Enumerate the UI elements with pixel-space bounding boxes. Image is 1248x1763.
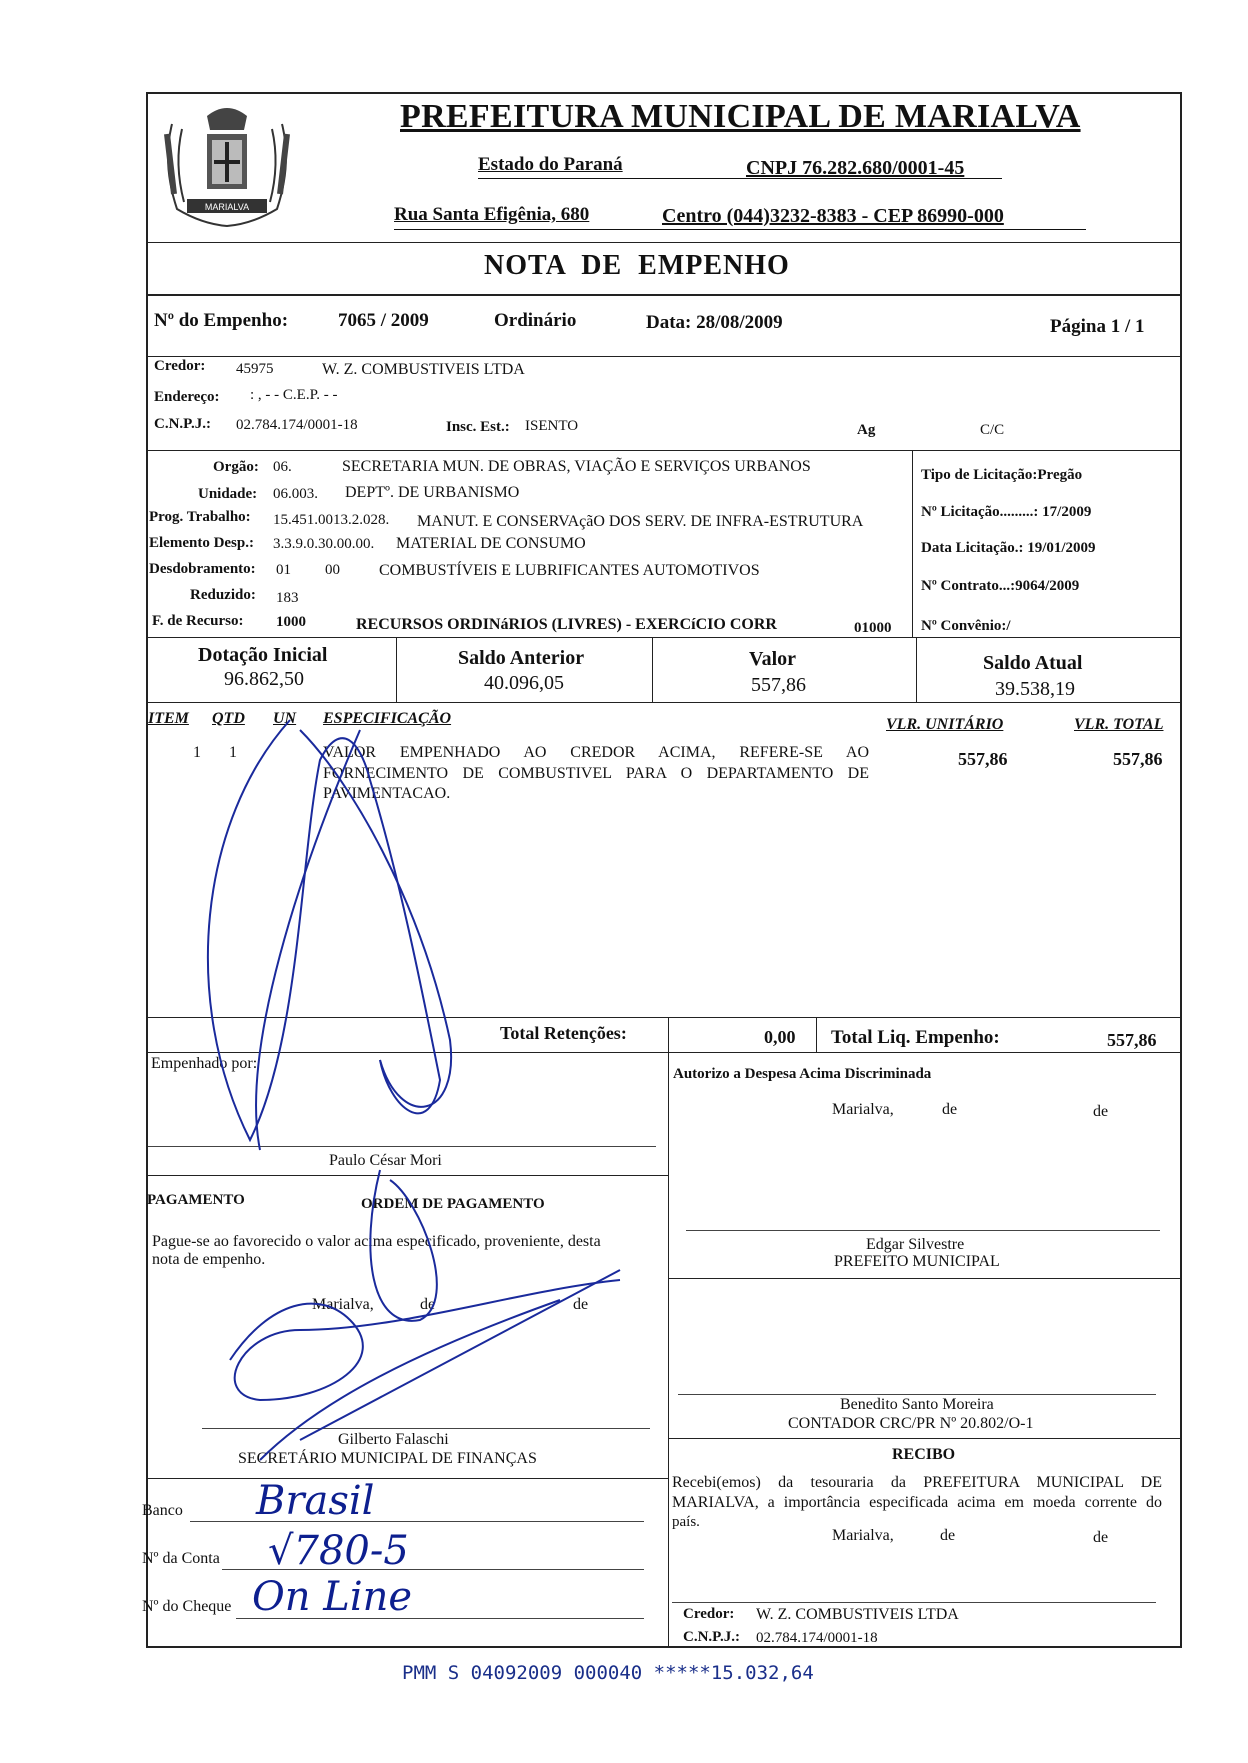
contador-title: CONTADOR CRC/PR Nº 20.802/O-1: [788, 1415, 1034, 1432]
valor-label: Valor: [749, 648, 797, 670]
item-qty: 1: [229, 744, 237, 761]
pag-de-1: de: [420, 1296, 436, 1313]
divider: [816, 1017, 817, 1052]
retencoes-label: Total Retenções:: [500, 1023, 627, 1043]
recibo-line-1: Recebi(emos) da tesouraria da PREFEITURA MUNICIPAL DE: [672, 1474, 1162, 1491]
col-total: VLR. TOTAL: [1074, 716, 1164, 733]
orgao-code: 06.: [273, 459, 292, 475]
reduz-value: 183: [276, 590, 299, 606]
signature-line: [686, 1230, 1160, 1231]
fonte-num: 01000: [854, 620, 892, 636]
saldo-anterior-value: 40.096,05: [484, 672, 564, 694]
col-spec: ESPECIFICAÇÃO: [323, 710, 452, 727]
pague-line-1: Pague-se ao favorecido o valor acima especificado, proveniente, desta: [152, 1233, 601, 1250]
desd-a: 01: [276, 562, 291, 578]
unidade-code: 06.003.: [273, 486, 318, 502]
lic-data: Data Licitação.: 19/01/2009: [921, 540, 1096, 556]
recibo-line-3: país.: [672, 1514, 700, 1530]
rec-credor-name: W. Z. COMBUSTIVEIS LTDA: [756, 1606, 959, 1623]
pag-marialva: Marialva,: [312, 1296, 374, 1313]
liquido-value: 557,86: [1107, 1030, 1157, 1050]
header-street: Rua Santa Efigênia, 680: [394, 204, 590, 225]
pagamento-label: PAGAMENTO: [147, 1192, 245, 1208]
fonte-code: 1000: [276, 614, 306, 630]
rule: [146, 1052, 1182, 1053]
page-number: Página 1 / 1: [1050, 316, 1145, 337]
header-district: Centro (044)3232-8383 - CEP 86990-000: [662, 205, 1004, 227]
rec-de-2: de: [1093, 1529, 1109, 1546]
fonte-label: F. de Recurso:: [152, 613, 244, 629]
divider: [668, 1017, 669, 1052]
svg-text:MARIALVA: MARIALVA: [204, 202, 250, 212]
prog-name: MANUT. E CONSERVAçãO DOS SERV. DE INFRA-ESTRUTURA: [417, 513, 864, 530]
lic-convenio: Nº Convênio:/: [921, 618, 1011, 634]
signature-line: [202, 1428, 650, 1429]
item-total-value: 557,86: [1113, 749, 1163, 769]
banco-handwriting: Brasil: [256, 1478, 375, 1524]
valor-value: 557,86: [751, 674, 806, 696]
rule: [668, 1278, 1182, 1279]
conta-label: Nº da Conta: [142, 1550, 220, 1567]
saldo-atual-label: Saldo Atual: [983, 652, 1083, 674]
cheque-handwriting: On Line: [252, 1574, 413, 1620]
divider: [916, 637, 917, 702]
item-number: 1: [193, 744, 201, 761]
unidade-label: Unidade:: [198, 486, 258, 502]
recibo-title: RECIBO: [892, 1446, 956, 1463]
rule: [146, 702, 1182, 703]
elem-label: Elemento Desp.:: [149, 535, 254, 551]
signature-line: [672, 1602, 1156, 1603]
aut-de-1: de: [942, 1101, 958, 1118]
rule: [146, 637, 1182, 638]
sec-title: SECRETÁRIO MUNICIPAL DE FINANÇAS: [238, 1450, 537, 1467]
header-state-rule: [478, 178, 1002, 179]
elem-name: MATERIAL DE CONSUMO: [396, 535, 586, 552]
dotacao-value: 96.862,50: [224, 668, 304, 690]
reduz-label: Reduzido:: [190, 587, 256, 603]
payment-stamp: PMM S 04092009 000040 *****15.032,64: [402, 1662, 814, 1684]
rule: [146, 294, 1182, 296]
licitacao-divider: [912, 450, 913, 638]
rule: [146, 450, 1182, 451]
rule: [668, 1438, 1182, 1439]
empenho-type: Ordinário: [494, 310, 577, 331]
rule: [146, 356, 1182, 357]
empenhado-label: Empenhado por:: [151, 1055, 258, 1072]
header-cnpj: CNPJ 76.282.680/0001-45: [746, 157, 965, 179]
cheque-label: Nº do Cheque: [142, 1598, 232, 1615]
lic-numero: Nº Licitação.........: 17/2009: [921, 504, 1092, 520]
rule: [146, 242, 1182, 243]
doc-title: NOTA DE EMPENHO: [484, 250, 790, 281]
divider: [652, 637, 653, 702]
liquido-label: Total Liq. Empenho:: [831, 1027, 1000, 1048]
prog-label: Prog. Trabalho:: [149, 509, 251, 525]
ie-value: ISENTO: [525, 418, 579, 434]
prefeito-name: Edgar Silvestre: [866, 1236, 965, 1253]
col-qtd: QTD: [212, 710, 245, 727]
rec-marialva: Marialva,: [832, 1527, 894, 1544]
ie-label: Insc. Est.:: [446, 419, 510, 435]
address-value: : , - - C.E.P. - -: [250, 387, 338, 403]
ordem-label: ORDEM DE PAGAMENTO: [361, 1196, 545, 1212]
desd-b: 00: [325, 562, 340, 578]
saldo-anterior-label: Saldo Anterior: [458, 647, 585, 669]
contador-name: Benedito Santo Moreira: [840, 1396, 994, 1413]
cnpj-value: 02.784.174/0001-18: [236, 417, 358, 433]
header-state: Estado do Paraná: [478, 154, 623, 175]
recibo-line-2: MARIALVA, a importância especificada acima em moeda corrente do: [672, 1494, 1162, 1511]
aut-marialva: Marialva,: [832, 1101, 894, 1118]
col-un: UN: [273, 710, 297, 727]
pague-line-2: nota de empenho.: [152, 1251, 266, 1268]
desd-name: COMBUSTÍVEIS E LUBRIFICANTES AUTOMOTIVOS: [379, 562, 760, 579]
empenho-number: 7065 / 2009: [338, 310, 429, 331]
empenhado-name: Paulo César Mori: [329, 1152, 442, 1169]
desd-label: Desdobramento:: [149, 561, 256, 577]
orgao-label: Orgão:: [213, 459, 259, 475]
lic-tipo: Tipo de Licitação:Pregão: [921, 467, 1083, 483]
aut-de-2: de: [1093, 1103, 1109, 1120]
dotacao-label: Dotação Inicial: [198, 644, 328, 666]
rule: [146, 1175, 668, 1176]
lic-contrato: Nº Contrato...:9064/2009: [921, 578, 1080, 594]
fonte-name: RECURSOS ORDINáRIOS (LIVRES) - EXERCíCIO CORR: [356, 616, 777, 633]
credor-name: W. Z. COMBUSTIVEIS LTDA: [322, 361, 525, 378]
sec-name: Gilberto Falaschi: [338, 1431, 449, 1448]
cc-label: C/C: [980, 422, 1005, 438]
rec-cnpj-value: 02.784.174/0001-18: [756, 1630, 878, 1646]
col-item: ITEM: [148, 710, 189, 727]
saldo-atual-value: 39.538,19: [995, 678, 1075, 700]
pag-de-2: de: [573, 1296, 589, 1313]
rec-cnpj-label: C.N.P.J.:: [683, 1629, 740, 1645]
header-street-rule: [394, 229, 1086, 230]
retencoes-value: 0,00: [764, 1027, 796, 1047]
empenho-date: Data: 28/08/2009: [646, 312, 783, 333]
conta-handwriting: √780-5: [268, 1528, 409, 1574]
signature-line: [148, 1146, 656, 1147]
rule: [146, 1478, 668, 1479]
item-spec-line-3: PAVIMENTACAO.: [323, 785, 451, 802]
prog-code: 15.451.0013.2.028.: [273, 512, 390, 528]
ag-label: Ag: [857, 422, 876, 438]
header-title: PREFEITURA MUNICIPAL DE MARIALVA: [400, 98, 1081, 135]
col-unit: VLR. UNITÁRIO: [886, 716, 1004, 733]
banco-label: Banco: [142, 1502, 183, 1519]
item-unit-value: 557,86: [958, 749, 1008, 769]
autorizo-label: Autorizo a Despesa Acima Discriminada: [673, 1066, 932, 1082]
unidade-name: DEPTº. DE URBANISMO: [345, 484, 520, 501]
address-label: Endereço:: [154, 389, 220, 405]
signature-line: [678, 1394, 1156, 1395]
divider: [396, 637, 397, 702]
orgao-name: SECRETARIA MUN. DE OBRAS, VIAÇÃO E SERVIÇOS URBANOS: [342, 458, 811, 475]
empenho-label: Nº do Empenho:: [154, 310, 289, 331]
rule: [146, 1017, 1182, 1018]
credor-label: Credor:: [154, 358, 206, 374]
credor-code: 45975: [236, 361, 274, 377]
coat-of-arms-logo: [152, 94, 302, 234]
prefeito-title: PREFEITO MUNICIPAL: [834, 1253, 1000, 1270]
item-spec-line-1: VALOR EMPENHADO AO CREDOR ACIMA, REFERE-SE AO: [323, 744, 869, 761]
item-spec-line-2: FORNECIMENTO DE COMBUSTIVEL PARA O DEPARTAMENTO DE: [323, 765, 869, 782]
rec-credor-label: Credor:: [683, 1606, 735, 1622]
elem-code: 3.3.9.0.30.00.00.: [273, 536, 375, 552]
cnpj-label: C.N.P.J.:: [154, 416, 211, 432]
rec-de-1: de: [940, 1527, 956, 1544]
signature-divider: [668, 1052, 669, 1648]
